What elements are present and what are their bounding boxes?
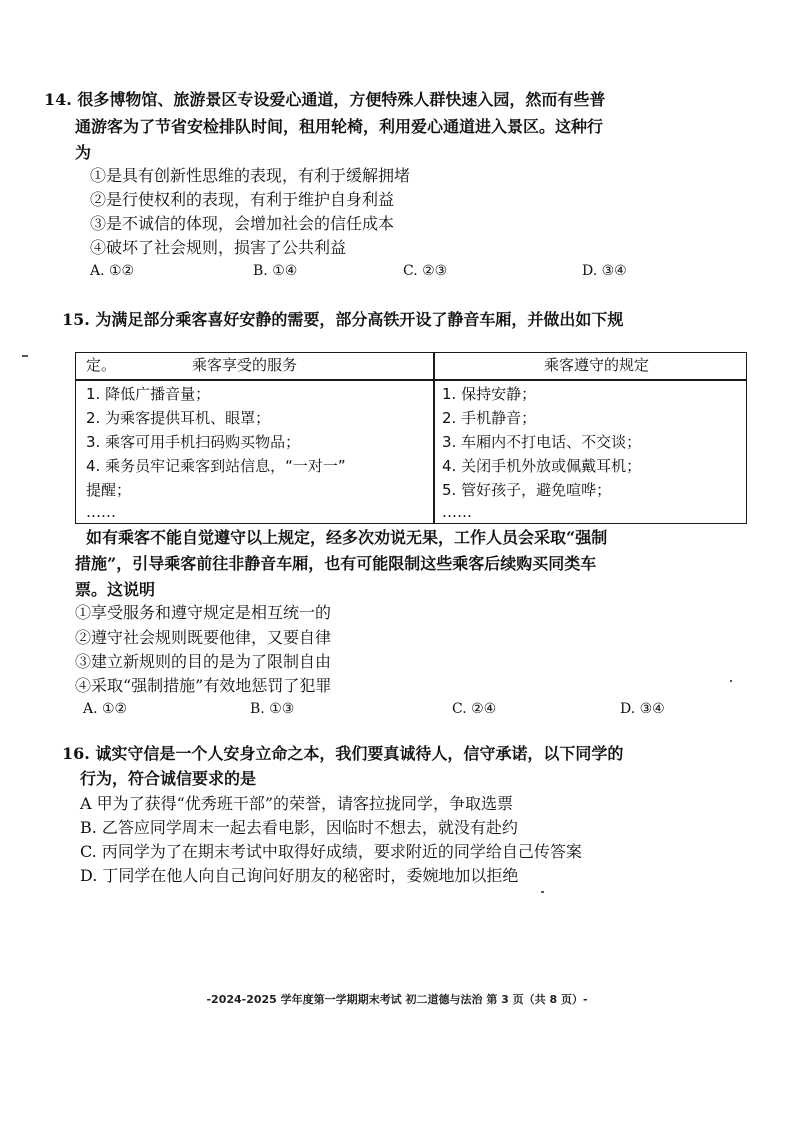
q15-choice-d: D. ③④ bbox=[620, 701, 665, 717]
q15-choice-c: C. ②④ bbox=[452, 701, 497, 717]
q15-option-2: ②遵守社会规则既要他律，又要自律 bbox=[75, 628, 332, 647]
table-right-row: 2. 手机静音； bbox=[442, 409, 537, 427]
q15-after-line2: 措施”，引导乘客前往非静音车厢，也有可能限制这些乘客后续购买同类车 bbox=[75, 554, 597, 573]
q14-choice-b: B. ①④ bbox=[253, 263, 298, 279]
q14-choice-a: A. ①② bbox=[90, 263, 135, 279]
q15-option-3: ③建立新规则的目的是为了限制自由 bbox=[75, 652, 332, 671]
scan-speck bbox=[730, 680, 732, 682]
table-header-left: 乘客享受的服务 bbox=[192, 356, 298, 374]
scan-speck bbox=[22, 355, 28, 357]
q15-after-line3: 票。这说明 bbox=[75, 580, 156, 599]
q15-rules-table bbox=[75, 352, 747, 524]
q15-choice-a: A. ①② bbox=[83, 701, 128, 717]
table-left-row: 3. 乘客可用手机扫码购买物品； bbox=[86, 433, 301, 451]
q15-choice-b: B. ①③ bbox=[250, 701, 295, 717]
q15-stem-line1: 15. 为满足部分乘客喜好安静的需要，部分高铁开设了静音车厢，并做出如下规 bbox=[62, 310, 624, 329]
table-right-row: …… bbox=[442, 503, 472, 521]
q14-option-3: ③是不诚信的体现，会增加社会的信任成本 bbox=[90, 214, 395, 233]
table-header-right: 乘客遵守的规定 bbox=[544, 356, 650, 374]
table-right-row: 3. 车厢内不打电话、不交谈； bbox=[442, 433, 642, 451]
scan-speck bbox=[541, 891, 544, 893]
q16-stem-line1: 16. 诚实守信是一个人安身立命之本，我们要真诚待人，信守承诺，以下同学的 bbox=[62, 744, 624, 763]
q16-option-c: C. 丙同学为了在期末考试中取得好成绩，要求附近的同学给自己传答案 bbox=[80, 842, 582, 861]
table-left-row: 4. 乘务员牢记乘客到站信息，“一对一” bbox=[86, 457, 346, 475]
table-right-row: 5. 管好孩子，避免喧哗； bbox=[442, 481, 612, 499]
q14-option-4: ④破坏了社会规则，损害了公共利益 bbox=[90, 238, 347, 257]
q14-option-2: ②是行使权利的表现，有利于维护自身利益 bbox=[90, 190, 395, 209]
table-left-row: 提醒； bbox=[86, 481, 132, 499]
q14-option-1: ①是具有创新性思维的表现，有利于缓解拥堵 bbox=[90, 166, 411, 185]
q16-stem-line2: 行为，符合诚信要求的是 bbox=[80, 769, 257, 788]
q16-option-b: B. 乙答应同学周末一起去看电影，因临时不想去，就没有赴约 bbox=[80, 818, 518, 837]
table-corner-text: 定。 bbox=[86, 356, 117, 374]
q14-stem-line2: 通游客为了节省安检排队时间，租用轮椅，利用爱心通道进入景区。这种行 bbox=[75, 117, 604, 136]
table-left-row: …… bbox=[86, 503, 116, 521]
table-left-row: 2. 为乘客提供耳机、眼罩； bbox=[86, 409, 271, 427]
table-right-row: 4. 关闭手机外放或佩戴耳机； bbox=[442, 457, 642, 475]
q14-stem-line3: 为 bbox=[75, 143, 92, 162]
q16-option-d: D. 丁同学在他人向自己询问好朋友的秘密时，委婉地加以拒绝 bbox=[80, 866, 519, 885]
q14-stem-line1: 14. 很多博物馆、旅游景区专设爱心通道，方便特殊人群快速入园，然而有些普 bbox=[44, 90, 606, 109]
page-footer: -2024-2025 学年度第一学期期末考试 初二道德与法治 第 3 页（共 8 页）- bbox=[206, 993, 588, 1006]
q14-choice-d: D. ③④ bbox=[582, 263, 627, 279]
table-header-divider bbox=[76, 379, 746, 381]
q15-after-line1: 如有乘客不能自觉遵守以上规定，经多次劝说无果，工作人员会采取“强制 bbox=[86, 528, 608, 547]
table-left-row: 1. 降低广播音量； bbox=[86, 385, 211, 403]
q15-option-1: ①享受服务和遵守规定是相互统一的 bbox=[75, 603, 332, 622]
q15-option-4: ④采取“强制措施”有效地惩罚了犯罪 bbox=[75, 676, 332, 695]
table-right-row: 1. 保持安静； bbox=[442, 385, 537, 403]
q14-choice-c: C. ②③ bbox=[403, 263, 448, 279]
q16-option-a: A 甲为了获得“优秀班干部”的荣誉，请客拉拢同学，争取选票 bbox=[80, 794, 514, 813]
